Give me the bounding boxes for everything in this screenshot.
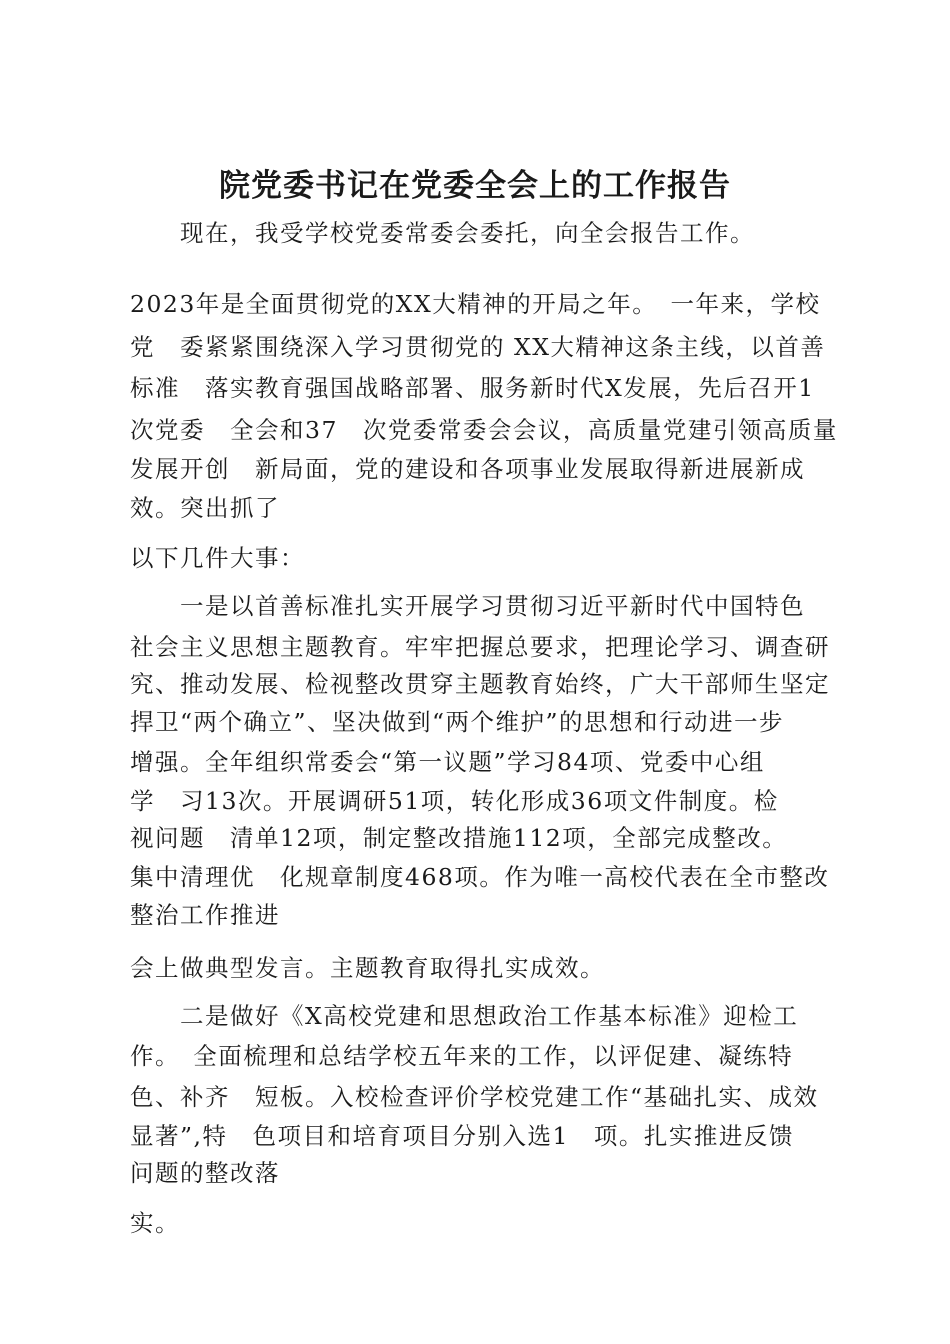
paragraph-line: 以下几件大事： bbox=[130, 544, 305, 572]
paragraph-line: 发展开创 新局面，党的建设和各项事业发展取得新进展新成 bbox=[130, 455, 805, 483]
paragraph-line: 现在，我受学校党委常委会委托，向全会报告工作。 bbox=[130, 219, 755, 247]
paragraph-line: 2023年是全面贯彻党的XX大精神的开局之年。 一年来，学校 bbox=[130, 290, 821, 318]
paragraph-line: 一是以首善标准扎实开展学习贯彻习近平新时代中国特色 bbox=[130, 592, 805, 620]
paragraph-line: 问题的整改落 bbox=[130, 1159, 280, 1187]
paragraph-line: 效。突出抓了 bbox=[130, 494, 280, 522]
paragraph-line: 究、推动发展、检视整改贯穿主题教育始终，广大干部师生坚定 bbox=[130, 670, 830, 698]
paragraph-line: 次党委 全会和37 次党委常委会会议，高质量党建引领高质量 bbox=[130, 416, 838, 444]
paragraph-line: 标准 落实教育强国战略部署、服务新时代X发展，先后召开1 bbox=[130, 374, 815, 402]
paragraph-line: 整治工作推进 bbox=[130, 901, 280, 929]
paragraph-line: 增强。全年组织常委会“第一议题”学习84项、党委中心组 bbox=[130, 748, 765, 776]
paragraph-line: 会上做典型发言。主题教育取得扎实成效。 bbox=[130, 954, 605, 982]
paragraph-line: 色、补齐 短板。入校检查评价学校党建工作“基础扎实、成效 bbox=[130, 1083, 819, 1111]
paragraph-line: 显著”,特 色项目和培育项目分别入选1 项。扎实推进反馈 bbox=[130, 1122, 794, 1150]
paragraph-line: 党 委紧紧围绕深入学习贯彻党的 XX大精神这条主线，以首善 bbox=[130, 333, 826, 361]
paragraph-line: 社会主义思想主题教育。牢牢把握总要求，把理论学习、调查研 bbox=[130, 633, 830, 661]
paragraph-line: 实。 bbox=[130, 1209, 180, 1237]
paragraph-line: 学 习13次。开展调研51项，转化形成36项文件制度。检 bbox=[130, 787, 779, 815]
paragraph-line: 捍卫“两个确立”、坚决做到“两个维护”的思想和行动进一步 bbox=[130, 708, 785, 736]
paragraph-line: 视问题 清单12项，制定整改措施112项，全部完成整改。 bbox=[130, 824, 788, 852]
paragraph-line: 二是做好《X高校党建和思想政治工作基本标准》迎检工 bbox=[130, 1002, 799, 1030]
document-title: 院党委书记在党委全会上的工作报告 bbox=[219, 168, 731, 204]
paragraph-line: 集中清理优 化规章制度468项。作为唯一高校代表在全市整改 bbox=[130, 863, 830, 891]
paragraph-line: 作。 全面梳理和总结学校五年来的工作，以评促建、凝练特 bbox=[130, 1042, 794, 1070]
